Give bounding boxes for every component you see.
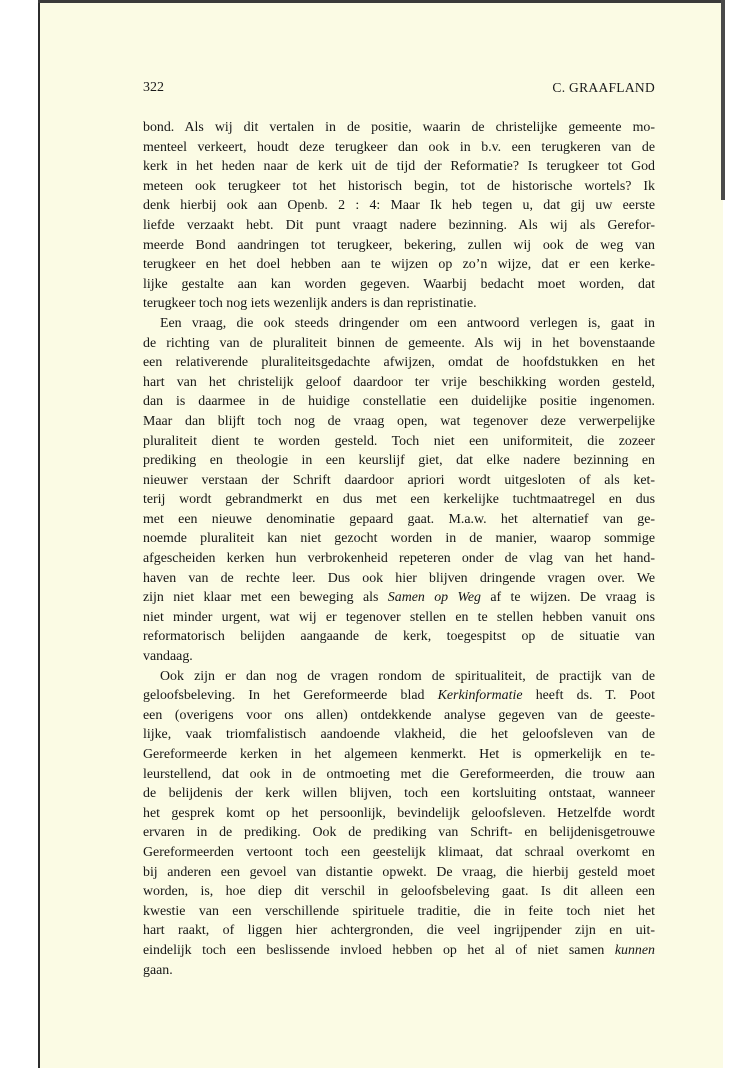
text-segment: dan is daarmee in de huidige constellatie een duidelijke positie ingenomen. <box>143 394 655 410</box>
italic-phrase: kunnen <box>614 942 655 958</box>
text-segment: kwestie van een verschillende spirituele traditie, die in feite toch niet het <box>143 903 655 919</box>
text-line <box>143 529 655 549</box>
text-segment: menteel verkeert, houdt deze terugkeer dan ook in b.v. een terugkeren van de <box>143 139 655 155</box>
text-line <box>143 627 655 647</box>
text-segment: lijke, vaak triomfalistisch aandoende vlakheid, die het geloofsleven van de <box>143 727 655 743</box>
text-segment: zijn niet klaar met een beweging als <box>143 590 388 606</box>
text-line <box>143 686 655 706</box>
text-segment: Ook zijn er dan nog de vragen rondom de spiritualiteit, de practijk van de <box>160 668 655 684</box>
text-segment: vandaag. <box>143 649 193 665</box>
text-line <box>143 392 655 412</box>
scan-top-edge <box>38 0 721 3</box>
text-segment: het gesprek komt op het persoonlijk, bevindelijk geloofsleven. Hetzelfde wordt <box>143 805 655 821</box>
text-segment: prediking en theologie in een keurslijf giet, dat elke nadere bezinning en <box>143 453 655 469</box>
text-line <box>143 157 655 177</box>
text-line <box>143 843 655 863</box>
text-line <box>143 549 655 569</box>
text-segment: bond. Als wij dit vertalen in de positie, waarin de christelijke gemeente mo- <box>143 120 655 135</box>
text-segment: een relativerende pluraliteitsgedachte afwijzen, omdat de hoofdstukken en het <box>143 355 655 371</box>
text-segment: Gereformeerden vertoont toch een geestelijk klimaat, dat schraal overkomt en <box>143 844 655 860</box>
text-segment: gaan. <box>143 962 173 978</box>
text-segment: bij anderen een gevoel van distantie opwekt. De vraag, die hierbij gesteld moet <box>143 864 655 880</box>
text-line <box>143 882 655 902</box>
text-line <box>143 569 655 589</box>
text-line <box>143 647 655 667</box>
text-segment: de belijdenis der kerk willen blijven, toch een kortsluiting ontstaat, wanneer <box>143 786 655 802</box>
text-line <box>143 314 655 334</box>
text-segment: Gereformeerde kerken in het algemeen kenmerkt. Het is opmerkelijk en te- <box>143 747 655 762</box>
text-line <box>143 745 655 765</box>
text-line <box>143 510 655 530</box>
text-line <box>143 471 655 491</box>
text-segment: ervaren in de prediking. Ook de prediking van Schrift- en belijdenisgetrouwe <box>143 825 655 841</box>
paragraph <box>143 314 655 667</box>
text-line <box>143 804 655 824</box>
text-line <box>143 177 655 197</box>
text-segment: af te wijzen. De vraag is <box>480 590 655 606</box>
text-segment: de richting van de pluraliteit binnen de gemeente. Als wij in het bovenstaande <box>143 335 655 351</box>
text-segment: meteen ook terugkeer tot het historisch begin, tot de historische wortels? Ik <box>143 178 655 194</box>
text-segment: terugkeer en het doel hebben aan te wijzen op zo’n wijze, dat er een kerke- <box>143 257 655 273</box>
text-line <box>143 353 655 373</box>
text-segment: terij wordt gebrandmerkt en dus met een kerkelijke tuchtmaatregel en dus <box>143 492 655 508</box>
text-segment: met een nieuwe denominatie gepaard gaat. M.a.w. het alternatief van ge- <box>143 511 655 527</box>
text-line <box>143 588 655 608</box>
text-segment: haven van de rechte leer. Dus ook hier blijven dringende vragen over. We <box>143 570 655 586</box>
text-line <box>143 725 655 745</box>
text-line <box>143 961 655 981</box>
text-line <box>143 412 655 432</box>
text-line <box>143 216 655 236</box>
text-segment: een (overigens voor ons allen) ontdekkende analyse gegeven van de geeste- <box>143 707 655 723</box>
italic-phrase: Kerkinformatie <box>437 688 523 704</box>
text-line <box>143 608 655 628</box>
text-segment: hart van het christelijk geloof daardoor ter vrije beschikking worden gesteld, <box>143 374 655 390</box>
text-line <box>143 118 655 138</box>
text-line <box>143 823 655 843</box>
text-segment: Maar dan blijft toch nog de vraag open, wat tegenover deze verwerpelijke <box>143 413 655 429</box>
paragraph <box>143 667 655 981</box>
text-segment: denk hierbij ook aan Openb. 2 : 4: Maar Ik heb tegen u, dat gij uw eerste <box>143 198 655 214</box>
text-line <box>143 451 655 471</box>
scan-right-edge <box>721 0 725 200</box>
body-text <box>143 118 655 980</box>
text-line <box>143 432 655 452</box>
text-segment: terugkeer toch nog iets wezenlijk anders is dan repristinatie. <box>143 296 477 312</box>
text-segment: pluraliteit dient te worden gesteld. Toch niet een uniformiteit, die zozeer <box>143 433 655 449</box>
text-line <box>143 334 655 354</box>
text-segment: nieuwer verstaan der Schrift daardoor apriori wordt uitgesloten of als ket- <box>143 472 655 488</box>
running-head: C. GRAAFLAND <box>552 80 655 95</box>
text-segment: geloofsbeleving. In het Gereformeerde blad <box>143 688 438 704</box>
text-segment: leurstellend, dat ook in de ontmoeting met die Gereformeerden, die trouw aan <box>143 766 655 782</box>
text-line <box>143 373 655 393</box>
text-line <box>143 921 655 941</box>
text-line <box>143 902 655 922</box>
text-line <box>143 236 655 256</box>
text-line <box>143 255 655 275</box>
text-line <box>143 275 655 295</box>
text-line <box>143 863 655 883</box>
text-segment: afgescheiden kerken hun verbrokenheid repeteren onder de vlag van het hand- <box>143 551 655 567</box>
text-segment: noemde pluraliteit kan niet gezocht worden in de manier, waarop sommige <box>143 531 655 547</box>
italic-phrase: Samen op Weg <box>387 590 481 606</box>
text-segment: worden, is, hoe diep dit verschil in geloofsbeleving gaat. Is dit alleen een <box>143 884 655 900</box>
text-segment: eindelijk toch een beslissende invloed hebben op het al of niet samen <box>143 942 615 958</box>
text-line <box>143 667 655 687</box>
text-line <box>143 196 655 216</box>
text-line <box>143 294 655 314</box>
text-line <box>143 138 655 158</box>
text-segment: Een vraag, die ook steeds dringender om een antwoord verlegen is, gaat in <box>160 315 655 331</box>
text-segment: liefde verzaakt hebt. Dit punt vraagt nadere bezinning. Als wij als Gerefor- <box>143 217 655 233</box>
text-segment: heeft ds. T. Poot <box>522 688 655 704</box>
text-line <box>143 765 655 785</box>
text-line <box>143 784 655 804</box>
text-segment: hart raakt, of liggen hier achtergronden, die veel ingrijpender zijn en uit- <box>143 923 655 939</box>
text-segment: niet minder urgent, wat wij er tegenover stellen en te stellen hebben vanuit ons <box>143 609 655 625</box>
text-line <box>143 490 655 510</box>
text-line <box>143 941 655 961</box>
text-segment: lijke gestalte aan kan worden gegeven. Waarbij bedacht moet worden, dat <box>143 276 655 292</box>
text-segment: reformatorisch belijden aangaande de kerk, toegespitst op de situatie van <box>143 629 655 645</box>
paragraph <box>143 118 655 314</box>
text-segment: meerde Bond aandringen tot terugkeer, bekering, zullen wij ook de weg van <box>143 237 655 253</box>
text-segment: kerk in het heden naar de kerk uit de tijd der Reformatie? Is terugkeer tot God <box>143 159 655 175</box>
page-header <box>143 80 655 100</box>
page-number: 322 <box>143 80 164 95</box>
text-line <box>143 706 655 726</box>
